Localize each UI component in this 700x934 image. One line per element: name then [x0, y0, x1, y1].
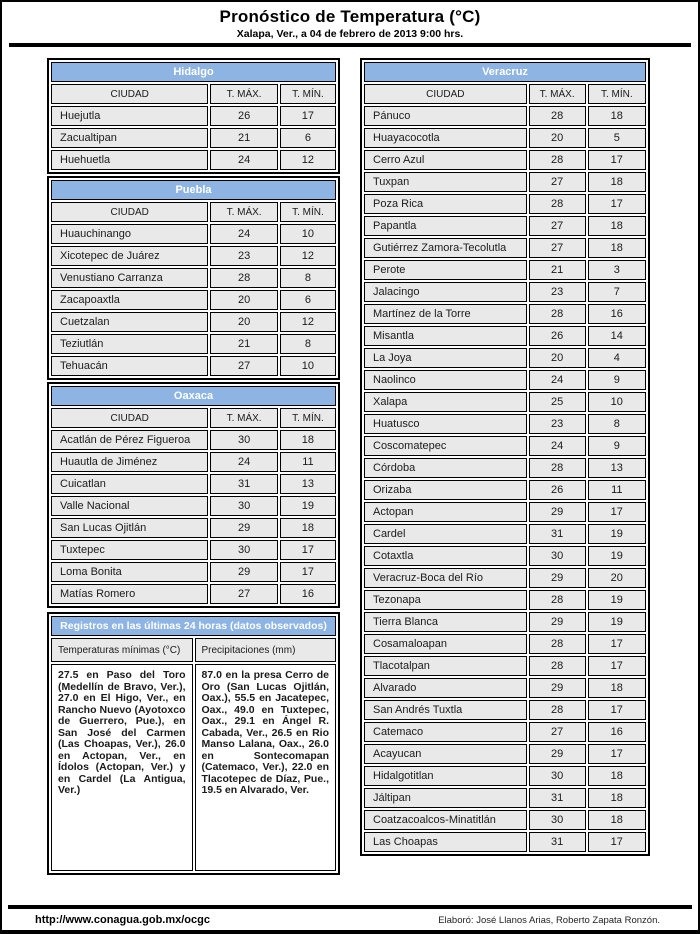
city-cell: Tlacotalpan: [364, 656, 527, 676]
city-cell: Naolinco: [364, 370, 527, 390]
city-cell: Cotaxtla: [364, 546, 527, 566]
table-row: [364, 832, 646, 852]
city-cell: Huauchinango: [51, 224, 208, 244]
tmax-cell: 27: [529, 722, 586, 742]
tmin-cell: 9: [588, 436, 646, 456]
city-cell: Xicotepec de Juárez: [51, 246, 208, 266]
tmax-cell: 30: [529, 766, 586, 786]
table-row: [364, 282, 646, 302]
table-row: [51, 496, 336, 516]
table-row: [364, 700, 646, 720]
tmin-cell: 18: [588, 678, 646, 698]
state-band-row: [364, 62, 646, 82]
city-cell: Papantla: [364, 216, 527, 236]
city-cell: Matías Romero: [51, 584, 208, 604]
tmin-cell: 16: [280, 584, 336, 604]
tmax-cell: 28: [529, 700, 586, 720]
table-row: [51, 540, 336, 560]
tmin-cell: 17: [588, 744, 646, 764]
content-area: [2, 47, 698, 905]
city-cell: La Joya: [364, 348, 527, 368]
state-band-row: [51, 386, 336, 406]
min-temp-text: 27.5 en Paso del Toro (Medellín de Bravo, Ver.), 27.0 en El Higo, Ver., en Rancho Nuevo (Ayotoxco de Guerrero, Pue.), en San José del Carmen (Las Choapas, Ver.), 26.0 en Actopan, Ver., en Ídolos (Actopan, Ver.) y en Cardel (La Antigua, Ver.): [51, 664, 193, 871]
tmin-cell: 12: [280, 246, 336, 266]
table-row: [364, 656, 646, 676]
city-cell: Huautla de Jiménez: [51, 452, 208, 472]
table-row: [364, 568, 646, 588]
table-row: [364, 414, 646, 434]
tmax-cell: 30: [529, 810, 586, 830]
table-row: [51, 106, 336, 126]
city-cell: Cuetzalan: [51, 312, 208, 332]
tmin-cell: 17: [588, 150, 646, 170]
tmin-cell: 5: [588, 128, 646, 148]
city-cell: Jalacingo: [364, 282, 527, 302]
tmax-cell: 21: [210, 128, 277, 148]
tmin-cell: 9: [588, 370, 646, 390]
tmin-column-header: T. MÍN.: [280, 408, 336, 428]
table-row: [364, 546, 646, 566]
min-temp-column-header: Temperaturas mínimas (°C): [51, 638, 193, 662]
table-row: [51, 430, 336, 450]
city-cell: Tezonapa: [364, 590, 527, 610]
city-cell: Hidalgotitlan: [364, 766, 527, 786]
state-name: Oaxaca: [51, 386, 336, 406]
city-cell: Huehuetla: [51, 150, 208, 170]
observations-band-row: [51, 616, 336, 636]
city-column-header: CIUDAD: [51, 408, 208, 428]
city-cell: Valle Nacional: [51, 496, 208, 516]
tmin-cell: 12: [280, 150, 336, 170]
observations-title: Registros en las últimas 24 horas (datos observados): [51, 616, 336, 636]
tmin-cell: 6: [280, 290, 336, 310]
city-cell: Zacapoaxtla: [51, 290, 208, 310]
tmax-cell: 21: [210, 334, 277, 354]
tmin-cell: 17: [280, 106, 336, 126]
tmax-column-header: T. MÁX.: [210, 202, 277, 222]
tmin-cell: 8: [588, 414, 646, 434]
tmax-cell: 27: [529, 238, 586, 258]
table-row: [364, 172, 646, 192]
tmax-cell: 29: [210, 518, 277, 538]
column-header-row: [51, 408, 336, 428]
observations-table: [49, 614, 338, 873]
table-row: [364, 612, 646, 632]
table-row: [51, 474, 336, 494]
tmin-cell: 17: [280, 540, 336, 560]
tmax-cell: 28: [210, 268, 277, 288]
city-cell: Poza Rica: [364, 194, 527, 214]
table-row: [364, 238, 646, 258]
table-row: [364, 128, 646, 148]
tmax-cell: 31: [529, 788, 586, 808]
tmin-cell: 14: [588, 326, 646, 346]
city-cell: Cerro Azul: [364, 150, 527, 170]
tmax-cell: 29: [529, 744, 586, 764]
table-row: [364, 436, 646, 456]
tmax-cell: 23: [529, 282, 586, 302]
tmin-cell: 18: [280, 430, 336, 450]
tmax-cell: 28: [529, 590, 586, 610]
table-row: [364, 634, 646, 654]
table-row: [364, 766, 646, 786]
state-name: Puebla: [51, 180, 336, 200]
table-row: [51, 268, 336, 288]
table-row: [364, 392, 646, 412]
tmax-cell: 23: [210, 246, 277, 266]
city-cell: Xalapa: [364, 392, 527, 412]
tmax-cell: 21: [529, 260, 586, 280]
tmin-cell: 16: [588, 304, 646, 324]
tmin-cell: 17: [280, 562, 336, 582]
city-column-header: CIUDAD: [51, 202, 208, 222]
tmax-cell: 30: [529, 546, 586, 566]
table-row: [51, 290, 336, 310]
tmax-cell: 27: [210, 584, 277, 604]
tmin-cell: 19: [588, 546, 646, 566]
observations-header-row: [51, 638, 336, 662]
table-row: [51, 128, 336, 148]
city-cell: Teziutlán: [51, 334, 208, 354]
table-row: [51, 246, 336, 266]
table-row: [364, 260, 646, 280]
tmin-cell: 8: [280, 268, 336, 288]
page-header: [2, 2, 698, 40]
table-row: [364, 348, 646, 368]
city-cell: Acatlán de Pérez Figueroa: [51, 430, 208, 450]
city-cell: Huejutla: [51, 106, 208, 126]
tmax-column-header: T. MÁX.: [529, 84, 586, 104]
tmax-cell: 28: [529, 634, 586, 654]
city-cell: Tuxtepec: [51, 540, 208, 560]
tmax-cell: 28: [529, 150, 586, 170]
tmax-cell: 31: [210, 474, 277, 494]
column-header-row: [364, 84, 646, 104]
tmin-cell: 17: [588, 700, 646, 720]
table-row: [364, 150, 646, 170]
tmin-cell: 10: [280, 356, 336, 376]
city-cell: Pánuco: [364, 106, 527, 126]
table-row: [364, 370, 646, 390]
city-cell: Martínez de la Torre: [364, 304, 527, 324]
oaxaca-table-box: [47, 382, 340, 608]
tmax-cell: 31: [529, 832, 586, 852]
tmax-cell: 24: [210, 150, 277, 170]
table-row: [51, 224, 336, 244]
city-cell: Acayucan: [364, 744, 527, 764]
tmin-cell: 7: [588, 282, 646, 302]
tmax-cell: 25: [529, 392, 586, 412]
table-row: [364, 194, 646, 214]
table-row: [364, 480, 646, 500]
city-cell: Coscomatepec: [364, 436, 527, 456]
tmin-cell: 18: [280, 518, 336, 538]
footer-credit: Elaboró: José Llanos Arias, Roberto Zapata Ronzón.: [438, 914, 660, 926]
table-row: [51, 562, 336, 582]
tmin-cell: 12: [280, 312, 336, 332]
tmin-cell: 18: [588, 216, 646, 236]
table-row: [364, 458, 646, 478]
page-footer: [2, 905, 698, 930]
city-cell: Alvarado: [364, 678, 527, 698]
tmax-cell: 30: [210, 496, 277, 516]
city-cell: Córdoba: [364, 458, 527, 478]
hidalgo-table-box: [47, 58, 340, 174]
precip-text: 87.0 en la presa Cerro de Oro (San Lucas Ojitlán, Oax.), 55.5 en Jacatepec, Oax., 49.0 en Tuxtepec, Oax., 29.1 en Ángel R. Cabada, Ver., 26.5 en Rio Manso Lalana, Oax., 26.0 en Sontecomapan (Catemaco, Ver.), 22.0 en Tlacotepec de Díaz, Pue., 19.5 en Alvarado, Ver.: [195, 664, 337, 871]
tmin-cell: 10: [280, 224, 336, 244]
tmax-cell: 30: [210, 430, 277, 450]
city-cell: Loma Bonita: [51, 562, 208, 582]
tmin-cell: 17: [588, 194, 646, 214]
table-row: [51, 312, 336, 332]
city-cell: Cuicatlan: [51, 474, 208, 494]
tmin-cell: 8: [280, 334, 336, 354]
tmin-cell: 11: [588, 480, 646, 500]
table-row: [364, 722, 646, 742]
tmin-column-header: T. MÍN.: [280, 202, 336, 222]
observations-text-row: [51, 664, 336, 871]
tmax-cell: 28: [529, 194, 586, 214]
city-cell: Huatusco: [364, 414, 527, 434]
tmax-cell: 29: [529, 678, 586, 698]
city-cell: Cosamaloapan: [364, 634, 527, 654]
table-row: [51, 518, 336, 538]
observations-table-box: [47, 612, 340, 875]
tmin-cell: 4: [588, 348, 646, 368]
tmax-cell: 24: [210, 224, 277, 244]
tmax-cell: 27: [529, 172, 586, 192]
city-cell: Coatzacoalcos-Minatitlán: [364, 810, 527, 830]
tmax-column-header: T. MÁX.: [210, 408, 277, 428]
tmin-cell: 10: [588, 392, 646, 412]
tmax-cell: 20: [210, 312, 277, 332]
table-row: [364, 788, 646, 808]
tmin-cell: 6: [280, 128, 336, 148]
table-row: [51, 452, 336, 472]
city-cell: Veracruz-Boca del Río: [364, 568, 527, 588]
right-column: [360, 58, 650, 858]
city-cell: Jáltipan: [364, 788, 527, 808]
tmin-column-header: T. MÍN.: [588, 84, 646, 104]
city-cell: Catemaco: [364, 722, 527, 742]
tmax-cell: 26: [529, 480, 586, 500]
tmin-cell: 16: [588, 722, 646, 742]
tmax-cell: 24: [529, 370, 586, 390]
city-cell: Venustiano Carranza: [51, 268, 208, 288]
tmin-cell: 18: [588, 766, 646, 786]
table-row: [364, 216, 646, 236]
tmin-cell: 17: [588, 832, 646, 852]
city-cell: Zacualtipan: [51, 128, 208, 148]
tmin-cell: 19: [588, 524, 646, 544]
table-row: [51, 150, 336, 170]
page-subtitle: Xalapa, Ver., a 04 de febrero de 2013 9:00 hrs.: [236, 28, 464, 40]
tmin-cell: 18: [588, 810, 646, 830]
tmin-cell: 3: [588, 260, 646, 280]
tmax-cell: 29: [529, 612, 586, 632]
tmax-cell: 30: [210, 540, 277, 560]
state-name: Hidalgo: [51, 62, 336, 82]
tmax-cell: 31: [529, 524, 586, 544]
state-name: Veracruz: [364, 62, 646, 82]
table-row: [364, 678, 646, 698]
table-row: [364, 326, 646, 346]
page-title: Pronóstico de Temperatura (°C): [219, 7, 481, 26]
tmin-cell: 17: [588, 656, 646, 676]
tmax-cell: 23: [529, 414, 586, 434]
city-cell: Gutiérrez Zamora-Tecolutla: [364, 238, 527, 258]
tmax-cell: 28: [529, 106, 586, 126]
table-row: [364, 744, 646, 764]
veracruz-table-box: [360, 58, 650, 856]
table-row: [51, 356, 336, 376]
state-table-hidalgo: [49, 60, 338, 172]
footer-url[interactable]: http://www.conagua.gob.mx/ocgc: [35, 914, 210, 926]
column-header-row: [51, 84, 336, 104]
state-table-puebla: [49, 178, 338, 378]
tmin-cell: 13: [588, 458, 646, 478]
table-row: [364, 106, 646, 126]
tmax-cell: 26: [529, 326, 586, 346]
tmin-cell: 18: [588, 238, 646, 258]
tmax-column-header: T. MÁX.: [210, 84, 277, 104]
state-band-row: [51, 180, 336, 200]
city-cell: Tierra Blanca: [364, 612, 527, 632]
city-cell: Huayacocotla: [364, 128, 527, 148]
city-cell: Orizaba: [364, 480, 527, 500]
table-row: [364, 590, 646, 610]
city-cell: Tuxpan: [364, 172, 527, 192]
city-cell: Tehuacán: [51, 356, 208, 376]
tmax-cell: 28: [529, 304, 586, 324]
tmin-column-header: T. MÍN.: [280, 84, 336, 104]
tmax-cell: 29: [529, 568, 586, 588]
tmin-cell: 19: [280, 496, 336, 516]
tmin-cell: 17: [588, 502, 646, 522]
city-cell: Perote: [364, 260, 527, 280]
tmin-cell: 17: [588, 634, 646, 654]
tmin-cell: 20: [588, 568, 646, 588]
state-table-oaxaca: [49, 384, 338, 606]
city-cell: San Lucas Ojitlán: [51, 518, 208, 538]
table-row: [364, 524, 646, 544]
tmax-cell: 27: [210, 356, 277, 376]
city-cell: Las Choapas: [364, 832, 527, 852]
tmin-cell: 18: [588, 788, 646, 808]
puebla-table-box: [47, 176, 340, 380]
table-row: [364, 304, 646, 324]
city-cell: Misantla: [364, 326, 527, 346]
city-cell: Cardel: [364, 524, 527, 544]
table-row: [364, 810, 646, 830]
tmax-cell: 20: [529, 128, 586, 148]
left-column: [47, 58, 340, 877]
city-column-header: CIUDAD: [51, 84, 208, 104]
tmax-cell: 29: [210, 562, 277, 582]
tmax-cell: 24: [529, 436, 586, 456]
footer-row: [2, 909, 698, 930]
city-cell: Actopan: [364, 502, 527, 522]
tmin-cell: 18: [588, 106, 646, 126]
table-row: [51, 334, 336, 354]
tmax-cell: 20: [210, 290, 277, 310]
precip-column-header: Precipitaciones (mm): [195, 638, 337, 662]
table-row: [364, 502, 646, 522]
tmin-cell: 19: [588, 612, 646, 632]
tmin-cell: 11: [280, 452, 336, 472]
city-column-header: CIUDAD: [364, 84, 527, 104]
column-header-row: [51, 202, 336, 222]
tmax-cell: 24: [210, 452, 277, 472]
tmax-cell: 28: [529, 656, 586, 676]
state-band-row: [51, 62, 336, 82]
tmax-cell: 27: [529, 216, 586, 236]
tmin-cell: 13: [280, 474, 336, 494]
tmax-cell: 26: [210, 106, 277, 126]
tmax-cell: 28: [529, 458, 586, 478]
city-cell: San Andrés Tuxtla: [364, 700, 527, 720]
tmin-cell: 18: [588, 172, 646, 192]
tmin-cell: 19: [588, 590, 646, 610]
tmax-cell: 29: [529, 502, 586, 522]
state-table-veracruz: [362, 60, 648, 854]
table-row: [51, 584, 336, 604]
tmax-cell: 20: [529, 348, 586, 368]
